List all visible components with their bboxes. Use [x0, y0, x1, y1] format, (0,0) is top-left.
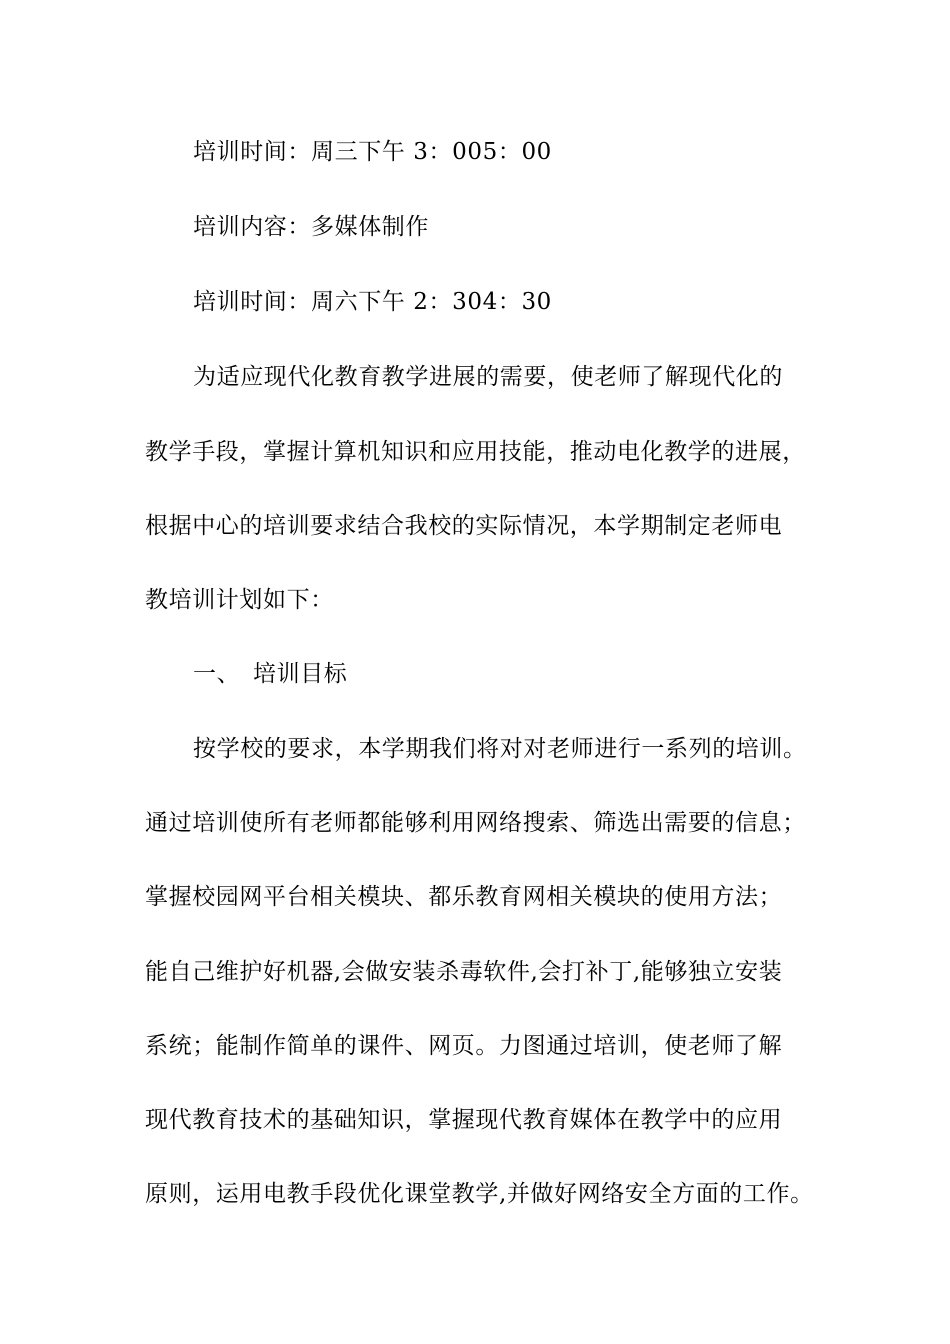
- goals-line-7: 原则，运用电教手段优化课堂教学,并做好网络安全方面的工作。: [145, 1181, 814, 1207]
- goals-line-5: 系统；能制作简单的课件、网页。力图通过培训，使老师了解: [145, 1033, 783, 1059]
- intro-line-2: 教学手段，掌握计算机知识和应用技能，推动电化教学的进展，: [145, 439, 806, 465]
- schedule-line-wednesday: 培训时间：周三下午 3：005：00: [193, 139, 552, 165]
- goals-line-1: 按学校的要求，本学期我们将对对老师进行一系列的培训。: [193, 736, 807, 762]
- schedule-line-saturday: 培训时间：周六下午 2：304：30: [193, 289, 552, 315]
- schedule-line-content: 培训内容：多媒体制作: [193, 214, 429, 240]
- intro-line-3: 根据中心的培训要求结合我校的实际情况，本学期制定老师电: [145, 513, 783, 539]
- intro-line-4: 教培训计划如下：: [145, 587, 334, 613]
- intro-line-1: 为适应现代化教育教学进展的需要，使老师了解现代化的: [193, 364, 783, 390]
- goals-line-3: 掌握校园网平台相关模块、都乐教育网相关模块的使用方法；: [145, 884, 783, 910]
- goals-line-2: 通过培训使所有老师都能够利用网络搜索、筛选出需要的信息；: [145, 810, 806, 836]
- section-title: 培训目标: [253, 661, 348, 687]
- section-number: 一、: [193, 661, 241, 687]
- goals-line-6: 现代教育技术的基础知识，掌握现代教育媒体在教学中的应用: [145, 1107, 783, 1133]
- goals-line-4: 能自己维护好机器,会做安装杀毒软件,会打补丁,能够独立安装: [145, 959, 783, 985]
